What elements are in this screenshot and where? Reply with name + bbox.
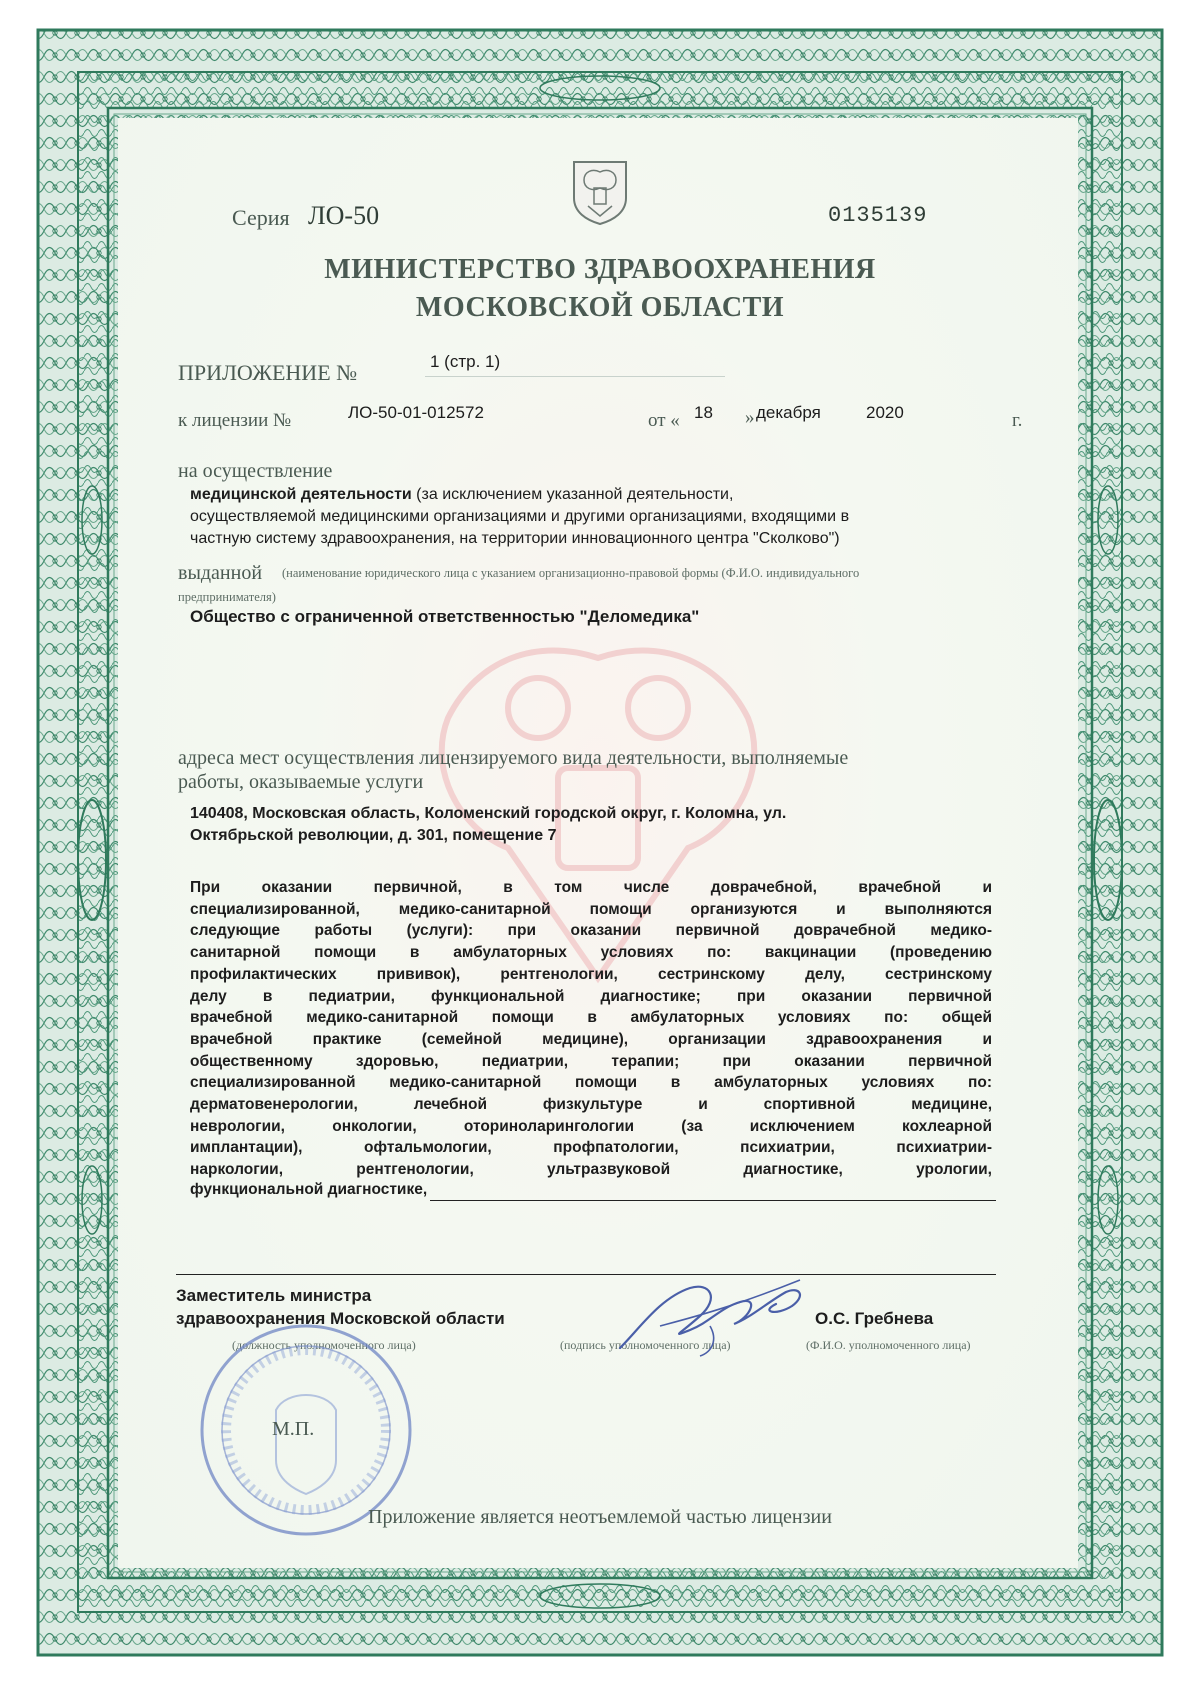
appendix-label: ПРИЛОЖЕНИЕ № xyxy=(178,360,358,385)
appendix-underline xyxy=(425,376,725,377)
services-line: профилактических прививок), рентгенологии, сестринскому делу, сестринскому xyxy=(190,965,992,983)
license-from-label: от « xyxy=(648,410,680,431)
handwritten-signature xyxy=(600,1268,820,1368)
services-line: имплантации), офтальмологии, профпатологии, психиатрии, психиатрии- xyxy=(190,1139,992,1157)
services-line: специализированной, медико-санитарной помощи организуются и выполняются xyxy=(190,900,992,918)
services-line: общественному здоровью, педиатрии, терапии; при оказании первичной xyxy=(190,1052,992,1070)
activity-line1-rest: (за исключением указанной деятельности, xyxy=(411,486,734,503)
license-number: ЛО-50-01-012572 xyxy=(348,403,484,422)
services-text xyxy=(190,877,992,1181)
services-line: специализированной медико-санитарной помощи в амбулаторных условиях по: xyxy=(190,1074,992,1092)
activity-label: на осуществление xyxy=(178,460,333,482)
issued-hint-line1: (наименование юридического лица с указанием организационно-правовой формы (Ф.И.О. индивидуального xyxy=(282,566,860,580)
issued-label: выданной xyxy=(178,562,263,584)
hint-position: (должность уполномоченного лица) xyxy=(232,1338,416,1352)
footer-note: Приложение является неотъемлемой частью лицензии xyxy=(368,1506,832,1528)
ministry-title-line1: МИНИСТЕРСТВО ЗДРАВООХРАНЕНИЯ xyxy=(324,254,876,285)
license-month: декабря xyxy=(756,403,821,422)
services-line: наркологии, рентгенологии, ультразвуковой диагностике, урологии, xyxy=(190,1161,992,1179)
services-line: врачебной медико-санитарной помощи в амбулаторных условиях по: общей xyxy=(190,1009,992,1027)
address-line2: Октябрьской революции, д. 301, помещение 7 xyxy=(190,827,557,844)
activity-bold: медицинской деятельности xyxy=(190,486,412,503)
signer-name: О.С. Гребнева xyxy=(815,1309,934,1328)
services-end-line xyxy=(430,1200,996,1201)
organization-name: Общество с ограниченной ответственностью "Деломедика" xyxy=(190,607,700,626)
license-quote-close: » xyxy=(745,407,755,428)
separator-line xyxy=(176,1274,996,1275)
activity-line1 xyxy=(190,486,733,504)
services-line: неврологии, онкологии, оториноларингологии (за исключением кохлеарной xyxy=(190,1117,992,1135)
hint-name: (Ф.И.О. уполномоченного лица) xyxy=(806,1338,971,1352)
services-line: дерматовенерологии, лечебной физкультуре и спортивной медицине, xyxy=(190,1096,992,1114)
license-year-suffix: г. xyxy=(1012,410,1023,431)
addresses-label-line2: работы, оказываемые услуги xyxy=(178,771,424,793)
license-label: к лицензии № xyxy=(178,410,292,431)
addresses-label-line1: адреса мест осуществления лицензируемого вида деятельности, выполняемые xyxy=(178,747,849,769)
license-day: 18 xyxy=(694,403,713,422)
activity-line2: осуществляемой медицинскими организациями и другими организациями, входящими в xyxy=(190,508,850,525)
services-line: делу в педиатрии, функциональной диагностике; при оказании первичной xyxy=(190,987,992,1005)
signer-position-line2: здравоохранения Московской области xyxy=(176,1309,505,1328)
license-year: 2020 xyxy=(866,403,904,422)
address-line1: 140408, Московская область, Коломенский городской округ, г. Коломна, ул. xyxy=(190,805,787,822)
hint-signature: (подпись уполномоченного лица) xyxy=(560,1338,731,1352)
services-line: следующие работы (услуги): при оказании первичной доврачебной медико- xyxy=(190,922,992,940)
appendix-value: 1 (стр. 1) xyxy=(430,352,501,371)
form-number: 0135139 xyxy=(828,203,928,228)
coat-of-arms-icon xyxy=(570,158,630,226)
services-line: санитарной помощи в амбулаторных условиях по: вакцинации (проведению xyxy=(190,944,992,962)
activity-line3: частную систему здравоохранения, на территории инновационного центра "Сколково") xyxy=(190,530,840,547)
signer-position-line1: Заместитель министра xyxy=(176,1286,372,1305)
series-label: Серия xyxy=(232,205,290,230)
ministry-title-line2: МОСКОВСКОЙ ОБЛАСТИ xyxy=(415,292,785,323)
series-value: ЛО-50 xyxy=(308,201,380,230)
stamp-label: М.П. xyxy=(272,1418,315,1440)
services-line: При оказании первичной, в том числе доврачебной, врачебной и xyxy=(190,879,992,896)
services-last-line: функциональной диагностике, xyxy=(190,1181,428,1198)
services-line: врачебной практике (семейной медицине), организации здравоохранения и xyxy=(190,1030,992,1048)
issued-hint-line2: предпринимателя) xyxy=(178,590,276,604)
